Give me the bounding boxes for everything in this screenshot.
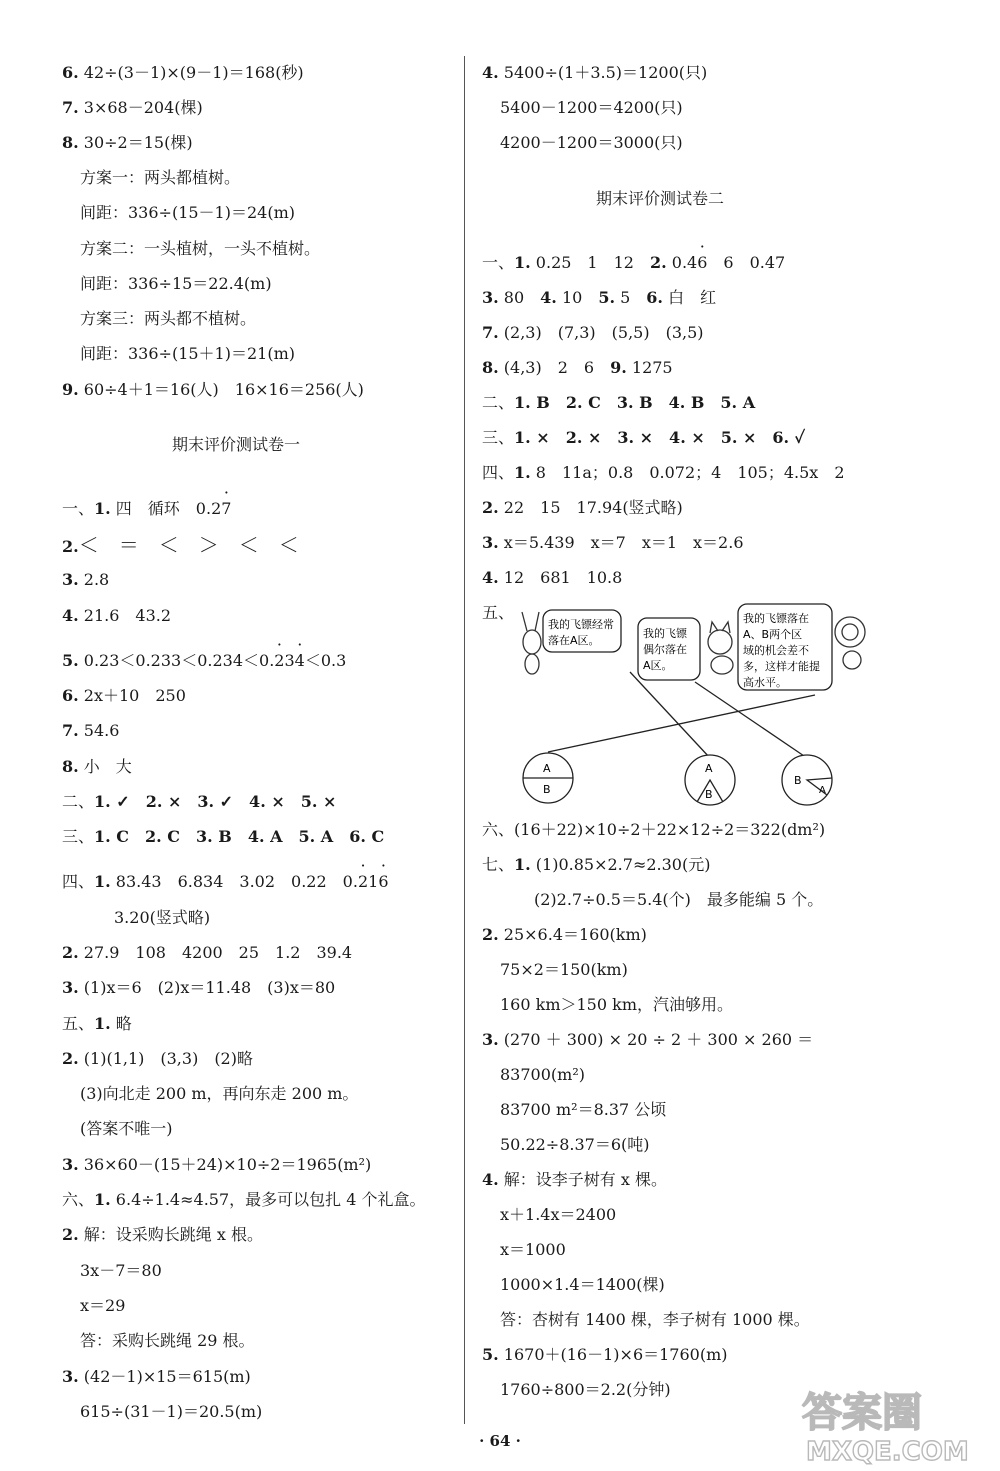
answer-line: 七、1. (1)0.85×2.7≈2.30(元) (482, 855, 711, 874)
region-label: B (794, 774, 802, 787)
answer-line: 83700 m²＝8.37 公顷 (500, 1100, 667, 1119)
answer-line: 3x－7＝80 (80, 1261, 162, 1280)
answer-line: 三、1. C 2. C 3. B 4. A 5. A 6. C (62, 827, 385, 846)
answer-line: 一、1. 四 循环 0.2· 7 (62, 498, 231, 520)
answer-line: 2. 27.9 108 4200 25 1.2 39.4 (62, 943, 353, 962)
answer-line: 5400－1200＝4200(只) (500, 98, 683, 117)
answer-line: 2. 25×6.4＝160(km) (482, 925, 647, 944)
answer-line: (2)2.7÷0.5＝5.4(个) 最多能编 5 个。 (534, 890, 824, 909)
bubble-text: 落在A区。 (548, 634, 600, 647)
answer-line: 5. 1670＋(16－1)×6＝1760(m) (482, 1345, 728, 1364)
answer-line: 间距：336÷(15－1)＝24(m) (80, 203, 295, 222)
answer-line: 8. (4,3) 2 6 9. 1275 (482, 358, 673, 377)
answer-line: 615÷(31－1)＝20.5(m) (80, 1402, 263, 1421)
cat-figure (708, 622, 733, 674)
answer-line: 4. 21.6 43.2 (62, 606, 172, 625)
match-line (695, 682, 807, 758)
speech-bubble-1 (543, 610, 621, 652)
answer-line: 2.＜ ＝ ＜ ＞ ＜ ＜ (62, 533, 299, 557)
answer-line: 答：采购长跳绳 29 根。 (80, 1331, 255, 1350)
section-title: 期末评价测试卷一 (172, 435, 301, 454)
answer-line: 四、1. 83.43 6.834 3.02 0.22 0.· 21· 6 (62, 871, 389, 893)
answer-line: 7. (2,3) (7,3) (5,5) (3,5) (482, 323, 704, 342)
bubble-text: A区。 (643, 659, 673, 672)
answer-line: 3. 2.8 (62, 570, 110, 589)
answer-line: 83700(m²) (500, 1065, 585, 1084)
watermark-logo (790, 1376, 990, 1468)
answer-line: 1760÷800＝2.2(分钟) (500, 1380, 671, 1399)
answer-line: 6. 2x＋10 250 (62, 686, 186, 705)
dart-board-3 (782, 755, 832, 805)
answer-line: 9. 60÷4＋1＝16(人) 16×16＝256(人) (62, 380, 364, 399)
answer-line: 4200－1200＝3000(只) (500, 133, 683, 152)
answer-line: (答案不唯一) (80, 1119, 173, 1138)
answer-line: 4. 5400÷(1＋3.5)＝1200(只) (482, 63, 708, 82)
answer-line: x＝1000 (500, 1240, 566, 1259)
bubble-text: 多，这样才能提 (743, 660, 820, 673)
dart-board-2 (685, 755, 735, 805)
answer-line: 7. 3×68－204(棵) (62, 98, 203, 117)
answer-line: 3. 80 4. 10 5. 5 6. 白 红 (482, 288, 717, 307)
answer-line: (3)向北走 200 m，再向东走 200 m。 (80, 1084, 359, 1103)
match-line (548, 695, 815, 752)
page-number: · 64 · (479, 1432, 521, 1450)
answer-line: 一、1. 0.25 1 12 2. 0.4· 6 6 0.47 (482, 252, 785, 274)
answer-line: 5. 0.23＜0.233＜0.234＜0.· 23· 4＜0.3 (62, 650, 346, 672)
answer-line: x＋1.4x＝2400 (500, 1205, 617, 1224)
lion-figure (835, 617, 865, 669)
answer-line: 8. 小 大 (62, 757, 132, 776)
answer-line: 6. 42÷(3－1)×(9－1)＝168(秒) (62, 63, 304, 82)
answer-line: 答：杏树有 1400 棵，李子树有 1000 棵。 (500, 1310, 810, 1329)
answer-line: 二、1. B 2. C 3. B 4. B 5. A (482, 393, 756, 412)
speech-bubble-3 (738, 604, 832, 690)
answer-line: 3. 36×60－(15＋24)×10÷2＝1965(m²) (62, 1155, 372, 1174)
region-label: A (705, 762, 713, 775)
answer-line: 50.22÷8.37＝6(吨) (500, 1135, 650, 1154)
region-label: B (543, 783, 551, 796)
answer-line: 3. (42－1)×15＝615(m) (62, 1367, 251, 1386)
bubble-text: 我的飞镖经常 (548, 618, 614, 631)
section-title: 期末评价测试卷二 (596, 189, 725, 208)
answer-line: 方案三：两头都不植树。 (80, 309, 257, 328)
answer-line: 四、1. 8 11a；0.8 0.072；4 105；4.5x 2 (482, 463, 845, 482)
answer-line: 方案一：两头都植树。 (80, 168, 241, 187)
bubble-text: 域的机会差不 (743, 644, 809, 657)
region-label: A (819, 785, 826, 796)
answer-line: 五、1. 略 (62, 1014, 132, 1033)
answer-line: 六、1. 6.4÷1.4≈4.57，最多可以包扎 4 个礼盒。 (62, 1190, 426, 1209)
answer-line: 4. 解：设李子树有 x 棵。 (482, 1170, 667, 1189)
answer-line: 3. (270 ＋ 300) × 20 ÷ 2 ＋ 300 × 260 ＝ (482, 1030, 814, 1049)
answer-line: 间距：336÷(15＋1)＝21(m) (80, 344, 295, 363)
answer-line: 六、(16＋22)×10÷2＋22×12÷2＝322(dm²) (482, 820, 826, 839)
rabbit-figure (522, 612, 541, 674)
answer-line: 1000×1.4＝1400(棵) (500, 1275, 665, 1294)
answer-line: 4. 12 681 10.8 (482, 568, 623, 587)
speech-bubble-2 (638, 618, 700, 680)
bubble-text: A、B两个区 (743, 628, 803, 641)
answer-line: 2. 22 15 17.94(竖式略) (482, 498, 683, 517)
bubble-text: 高水平。 (743, 676, 787, 689)
watermark-url: MXQE.COM (806, 1437, 969, 1467)
answer-line: 3. x＝5.439 x＝7 x＝1 x＝2.6 (482, 533, 744, 552)
match-line (630, 672, 710, 758)
answer-line: 7. 54.6 (62, 721, 120, 740)
section-label: 五、 (482, 603, 515, 622)
answer-line: 二、1. ✓ 2. × 3. ✓ 4. × 5. × (62, 792, 337, 811)
dart-board-1 (523, 753, 573, 803)
region-label: A (543, 762, 551, 775)
dart-matching-illustration (510, 600, 910, 810)
bubble-text: 我的飞镖 (643, 627, 687, 640)
answer-line: 3. (1)x＝6 (2)x＝11.48 (3)x＝80 (62, 978, 336, 997)
answer-line: 2. (1)(1,1) (3,3) (2)略 (62, 1049, 253, 1068)
answer-line: 间距：336÷15＝22.4(m) (80, 274, 272, 293)
column-divider (464, 56, 465, 1424)
answer-line: 8. 30÷2＝15(棵) (62, 133, 193, 152)
answer-line: 方案二：一头植树，一头不植树。 (80, 239, 321, 258)
answer-line: 三、1. × 2. × 3. × 4. × 5. × 6. ✓ (482, 428, 806, 447)
answer-line: x＝29 (80, 1296, 126, 1315)
region-label: B (705, 788, 713, 801)
bubble-text: 偶尔落在 (643, 643, 687, 656)
answer-line: 2. 解：设采购长跳绳 x 根。 (62, 1225, 263, 1244)
bubble-text: 我的飞镖落在 (743, 612, 809, 625)
answer-line: 160 km＞150 km，汽油够用。 (500, 995, 733, 1014)
answer-line: 3.20(竖式略) (114, 908, 211, 927)
watermark-text: 答案圈 (802, 1390, 922, 1436)
answer-line: 75×2＝150(km) (500, 960, 628, 979)
